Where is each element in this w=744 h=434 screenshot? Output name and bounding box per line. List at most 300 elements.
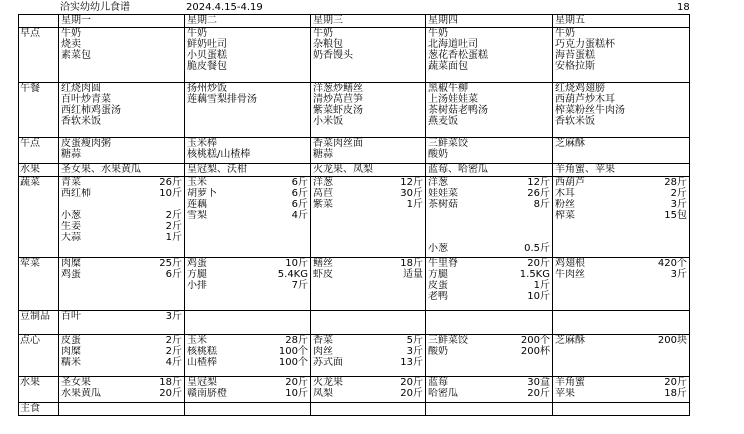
ingredient-name: 紫菜 <box>313 199 333 210</box>
ingredient-quantity: 6斤 <box>291 188 308 199</box>
dish: 洋葱炒鳝丝 <box>313 83 363 94</box>
ingredient-cell <box>311 258 426 311</box>
ingredient-quantity: 10斤 <box>285 258 308 269</box>
ingredient-cell <box>426 403 553 416</box>
ingredient-line <box>428 221 550 232</box>
ingredient-quantity: 100个 <box>278 346 308 357</box>
row-label: 水果 <box>19 164 59 177</box>
ingredient-quantity: 18斤 <box>400 258 423 269</box>
ingredient-name: 方腿 <box>428 269 448 280</box>
ingredient-line <box>61 311 182 322</box>
ingredient-line <box>61 388 182 399</box>
ingredient-quantity <box>548 210 550 221</box>
ingredient-quantity: 25斤 <box>159 258 182 269</box>
dish: 鲜奶吐司 <box>187 39 227 50</box>
ingredient-name: 火龙果 <box>313 377 343 388</box>
menu-cell <box>553 28 690 83</box>
ingredient-quantity: 7斤 <box>291 280 308 291</box>
dish: 香软米饭 <box>555 116 595 127</box>
dish: 糖蒜 <box>313 149 333 160</box>
day-header: 星期五 <box>553 15 690 28</box>
dish: 奶香馒头 <box>313 50 353 61</box>
ingredient-line <box>428 291 550 302</box>
ingredient-quantity: 13斤 <box>400 357 423 368</box>
ingredient-name: 茶树菇 <box>428 199 458 210</box>
ingredient-line <box>187 177 308 188</box>
ingredient-name: 洋葱 <box>428 177 448 188</box>
row-label: 主食 <box>19 403 59 416</box>
ingredient-line <box>313 335 423 346</box>
ingredient-name: 莴苣 <box>313 188 333 199</box>
ingredient-quantity: 18斤 <box>664 388 687 399</box>
ingredient-quantity: 1斤 <box>165 232 182 243</box>
ingredient-name: 肉糜 <box>61 258 81 269</box>
ingredient-line <box>187 258 308 269</box>
menu-cell: 火龙果、凤梨 <box>311 164 426 177</box>
ingredient-name: 小葱 <box>61 210 81 221</box>
ingredient-name: 三鲜菜饺 <box>428 335 468 346</box>
ingredient-name: 赣南脐橙 <box>187 388 227 399</box>
ingredient-name: 玉米 <box>187 177 207 188</box>
ingredient-name: 香菜 <box>313 335 333 346</box>
ingredient-quantity: 5斤 <box>406 335 423 346</box>
dish: 皮蛋瘦肉粥 <box>61 138 111 149</box>
menu-cell: 圣女果、水果黄瓜 <box>59 164 185 177</box>
ingredient-line <box>428 232 550 243</box>
ingredient-line <box>187 269 308 280</box>
dish: 榨菜粉丝牛肉汤 <box>555 105 625 116</box>
ingredient-name: 水果黄瓜 <box>61 388 101 399</box>
ingredient-line <box>428 188 550 199</box>
row-vegetables <box>19 177 690 258</box>
ingredient-name: 鸡蛋 <box>61 269 81 280</box>
ingredient-quantity: 10斤 <box>527 291 550 302</box>
dish: 小贝蛋糕 <box>187 50 227 61</box>
ingredient-name: 粉丝 <box>555 199 575 210</box>
ingredient-line <box>313 377 423 388</box>
ingredient-line <box>187 346 308 357</box>
ingredient-name: 洋葱 <box>313 177 333 188</box>
ingredient-cell <box>59 311 185 335</box>
dish: 酸奶 <box>428 149 448 160</box>
ingredient-name: 西红柿 <box>61 188 91 199</box>
menu-table <box>18 14 690 416</box>
ingredient-cell <box>59 258 185 311</box>
ingredient-name: 大蒜 <box>61 232 81 243</box>
ingredient-cell <box>553 377 690 403</box>
ingredient-cell <box>311 335 426 377</box>
ingredient-name: 核桃糕 <box>187 346 217 357</box>
ingredient-cell <box>59 177 185 258</box>
ingredient-line <box>555 377 687 388</box>
ingredient-name <box>61 199 180 210</box>
ingredient-line <box>187 357 308 368</box>
ingredient-line <box>61 210 182 221</box>
row-fruit-items <box>19 377 690 403</box>
ingredient-line <box>187 199 308 210</box>
ingredient-cell <box>59 377 185 403</box>
ingredient-line <box>61 377 182 388</box>
dish: 牛奶 <box>187 28 207 39</box>
ingredient-line <box>555 199 687 210</box>
ingredient-line <box>187 188 308 199</box>
row-soy <box>19 311 690 335</box>
ingredient-quantity: 6斤 <box>291 177 308 188</box>
ingredient-quantity: 30斤 <box>400 188 423 199</box>
ingredient-cell <box>426 258 553 311</box>
menu-cell <box>311 83 426 138</box>
ingredient-name: 哈密瓜 <box>428 388 458 399</box>
ingredient-cell <box>185 377 311 403</box>
ingredient-quantity: 1斤 <box>406 199 423 210</box>
ingredient-cell <box>59 403 185 416</box>
ingredient-name: 雪梨 <box>187 210 207 221</box>
ingredient-name: 芝麻酥 <box>555 335 585 346</box>
dish: 三鲜菜饺 <box>428 138 468 149</box>
ingredient-quantity: 6斤 <box>165 269 182 280</box>
dish: 西葫芦炒木耳 <box>555 94 615 105</box>
dish: 巧克力蛋糕杯 <box>555 39 615 50</box>
row-breakfast <box>19 28 690 83</box>
ingredient-cell <box>185 311 311 335</box>
page-number: 18 <box>677 2 690 13</box>
ingredient-quantity: 100个 <box>278 357 308 368</box>
dish: 牛奶 <box>428 28 448 39</box>
ingredient-cell <box>185 258 311 311</box>
dish: 烧卖 <box>61 39 81 50</box>
ingredient-line <box>555 258 687 269</box>
ingredient-name: 方腿 <box>187 269 207 280</box>
ingredient-quantity: 5.4KG <box>277 269 308 280</box>
ingredient-name: 生姜 <box>61 221 81 232</box>
row-label: 早点 <box>19 28 59 83</box>
menu-cell <box>553 138 690 164</box>
ingredient-name: 莲藕 <box>187 199 207 210</box>
ingredient-name: 皮蛋 <box>428 280 448 291</box>
ingredient-line <box>428 335 550 346</box>
dish: 脆皮餐包 <box>187 61 227 72</box>
day-header-row <box>19 15 690 28</box>
ingredient-cell <box>311 403 426 416</box>
menu-cell <box>426 83 553 138</box>
ingredient-line <box>428 377 550 388</box>
ingredient-name: 鸡蛋 <box>187 258 207 269</box>
dish: 燕麦饭 <box>428 116 458 127</box>
ingredient-name: 苏式面 <box>313 357 343 368</box>
row-snack-items <box>19 335 690 377</box>
dish: 牛奶 <box>61 28 81 39</box>
dish: 香软米饭 <box>61 116 101 127</box>
ingredient-line <box>428 280 550 291</box>
ingredient-quantity: 2斤 <box>165 210 182 221</box>
day-header: 星期一 <box>59 15 185 28</box>
ingredient-cell <box>311 377 426 403</box>
ingredient-cell <box>185 335 311 377</box>
ingredient-quantity: 适量 <box>403 269 423 280</box>
ingredient-line <box>187 335 308 346</box>
ingredient-name: 老鸭 <box>428 291 448 302</box>
dish: 蔬菜面包 <box>428 61 468 72</box>
ingredient-quantity: 420个 <box>657 258 687 269</box>
ingredient-cell <box>185 403 311 416</box>
ingredient-quantity: 200块 <box>657 335 687 346</box>
dish: 小米饭 <box>313 116 343 127</box>
dish: 百叶炒青菜 <box>61 94 111 105</box>
ingredient-cell <box>553 403 690 416</box>
day-header: 星期四 <box>426 15 553 28</box>
dish: 葱花香松蛋糕 <box>428 50 488 61</box>
dish: 紫菜虾皮汤 <box>313 105 363 116</box>
ingredient-quantity: 20斤 <box>664 377 687 388</box>
dish: 牛奶 <box>555 28 575 39</box>
ingredient-quantity: 6斤 <box>291 199 308 210</box>
ingredient-line <box>313 258 423 269</box>
day-header: 星期二 <box>185 15 311 28</box>
ingredient-line <box>61 357 182 368</box>
menu-cell <box>426 28 553 83</box>
dish: 芝麻酥 <box>555 138 585 149</box>
row-lunch <box>19 83 690 138</box>
ingredient-line <box>313 269 423 280</box>
ingredient-cell <box>59 335 185 377</box>
ingredient-name: 羊角蜜 <box>555 377 585 388</box>
corner-cell <box>19 15 59 28</box>
ingredient-quantity: 2斤 <box>165 221 182 232</box>
ingredient-line <box>555 269 687 280</box>
dish: 香菜肉丝面 <box>313 138 363 149</box>
ingredient-cell <box>426 177 553 258</box>
ingredient-cell <box>426 311 553 335</box>
dish: 上汤娃娃菜 <box>428 94 478 105</box>
ingredient-line <box>428 269 550 280</box>
ingredient-cell <box>553 177 690 258</box>
ingredient-quantity: 1斤 <box>533 280 550 291</box>
menu-cell <box>311 28 426 83</box>
menu-cell <box>426 138 553 164</box>
row-fruit <box>19 164 690 177</box>
ingredient-name: 青菜 <box>61 177 81 188</box>
ingredient-quantity: 18斤 <box>159 377 182 388</box>
ingredient-quantity: 4斤 <box>165 357 182 368</box>
ingredient-name: 酸奶 <box>428 346 448 357</box>
ingredient-line <box>313 346 423 357</box>
ingredient-line <box>61 335 182 346</box>
ingredient-quantity: 12斤 <box>400 177 423 188</box>
ingredient-quantity: 30盒 <box>527 377 550 388</box>
ingredient-cell <box>553 311 690 335</box>
dish: 北海道吐司 <box>428 39 478 50</box>
ingredient-name: 皮蛋 <box>61 335 81 346</box>
dish: 莲藕雪梨排骨汤 <box>187 94 257 105</box>
ingredient-name: 皇冠梨 <box>187 377 217 388</box>
ingredient-name <box>428 232 548 243</box>
ingredient-line <box>428 243 550 254</box>
menu-cell <box>185 83 311 138</box>
dish: 黑椒牛柳 <box>428 83 468 94</box>
row-label: 豆制品 <box>19 311 59 335</box>
ingredient-name: 虾皮 <box>313 269 333 280</box>
ingredient-quantity: 3斤 <box>406 346 423 357</box>
dish: 清炒莴苣笋 <box>313 94 363 105</box>
ingredient-line <box>61 258 182 269</box>
ingredient-cell <box>426 335 553 377</box>
ingredient-quantity: 3斤 <box>670 269 687 280</box>
ingredient-name: 娃娃菜 <box>428 188 458 199</box>
ingredient-quantity: 20斤 <box>159 388 182 399</box>
day-header: 星期三 <box>311 15 426 28</box>
menu-cell: 蓝莓、哈密瓜 <box>426 164 553 177</box>
ingredient-name: 小葱 <box>428 243 448 254</box>
ingredient-name: 苹果 <box>555 388 575 399</box>
ingredient-line <box>428 346 550 357</box>
row-meat <box>19 258 690 311</box>
ingredient-quantity: 1.5KG <box>519 269 550 280</box>
dish: 红烧鸡翅膀 <box>555 83 605 94</box>
ingredient-line <box>313 188 423 199</box>
ingredient-cell <box>426 377 553 403</box>
ingredient-name: 木耳 <box>555 188 575 199</box>
ingredient-name: 糯米 <box>61 357 81 368</box>
ingredient-name: 圣女果 <box>61 377 91 388</box>
ingredient-name: 肉糜 <box>61 346 81 357</box>
ingredient-name: 鸡翅根 <box>555 258 585 269</box>
ingredient-line <box>313 388 423 399</box>
ingredient-quantity <box>548 221 550 232</box>
dish: 杂粮包 <box>313 39 343 50</box>
ingredient-line <box>187 210 308 221</box>
dish: 安格拉斯 <box>555 61 595 72</box>
dish: 牛奶 <box>313 28 333 39</box>
menu-cell <box>185 28 311 83</box>
menu-cell: 羊角蜜、苹果 <box>553 164 690 177</box>
ingredient-line <box>61 346 182 357</box>
ingredient-line <box>555 210 687 221</box>
ingredient-name: 小排 <box>187 280 207 291</box>
ingredient-name: 山楂棒 <box>187 357 217 368</box>
ingredient-name: 西葫芦 <box>555 177 585 188</box>
row-label: 午餐 <box>19 83 59 138</box>
menu-cell <box>185 138 311 164</box>
ingredient-cell <box>553 335 690 377</box>
ingredient-name: 胡萝卜 <box>187 188 217 199</box>
row-label: 点心 <box>19 335 59 377</box>
row-label: 水果 <box>19 377 59 403</box>
ingredient-name: 蓝莓 <box>428 377 448 388</box>
ingredient-line <box>428 388 550 399</box>
ingredient-name: 牛肉丝 <box>555 269 585 280</box>
ingredient-line <box>428 199 550 210</box>
ingredient-quantity: 3斤 <box>165 311 182 322</box>
ingredient-name <box>428 210 548 221</box>
ingredient-quantity: 4斤 <box>291 210 308 221</box>
dish: 海苔蛋糕 <box>555 50 595 61</box>
ingredient-line <box>428 258 550 269</box>
ingredient-quantity: 28斤 <box>664 177 687 188</box>
menu-cell <box>59 28 185 83</box>
ingredient-line <box>187 377 308 388</box>
ingredient-line <box>313 199 423 210</box>
ingredient-line <box>61 188 182 199</box>
ingredient-cell <box>311 311 426 335</box>
ingredient-quantity: 28斤 <box>285 335 308 346</box>
row-label: 午点 <box>19 138 59 164</box>
ingredient-quantity: 200杯 <box>520 346 550 357</box>
ingredient-name: 榨菜 <box>555 210 575 221</box>
row-staple <box>19 403 690 416</box>
ingredient-quantity: 26斤 <box>159 177 182 188</box>
ingredient-name <box>428 221 548 232</box>
menu-cell <box>59 83 185 138</box>
ingredient-line <box>187 280 308 291</box>
ingredient-quantity: 20斤 <box>400 377 423 388</box>
ingredient-quantity: 20斤 <box>527 258 550 269</box>
ingredient-name: 肉丝 <box>313 346 333 357</box>
ingredient-quantity: 20斤 <box>527 388 550 399</box>
ingredient-quantity: 12斤 <box>527 177 550 188</box>
row-snack <box>19 138 690 164</box>
row-label: 蔬菜 <box>19 177 59 258</box>
ingredient-cell <box>553 258 690 311</box>
date-range: 2024.4.15-4.19 <box>186 2 263 13</box>
ingredient-line <box>428 210 550 221</box>
ingredient-name: 玉米 <box>187 335 207 346</box>
ingredient-line <box>61 199 182 210</box>
ingredient-cell <box>185 177 311 258</box>
ingredient-line <box>428 177 550 188</box>
dish: 素菜包 <box>61 50 91 61</box>
ingredient-quantity: 0.5斤 <box>524 243 550 254</box>
menu-cell <box>311 138 426 164</box>
dish: 西红柿鸡蛋汤 <box>61 105 121 116</box>
row-label: 荤菜 <box>19 258 59 311</box>
ingredient-line <box>555 177 687 188</box>
dish: 扬州炒饭 <box>187 83 227 94</box>
ingredient-line <box>61 221 182 232</box>
ingredient-quantity: 2斤 <box>165 346 182 357</box>
ingredient-quantity <box>180 199 182 210</box>
ingredient-quantity: 3斤 <box>670 199 687 210</box>
dish: 核桃糕/山楂棒 <box>187 149 251 160</box>
ingredient-line <box>61 269 182 280</box>
ingredient-name: 鳝丝 <box>313 258 333 269</box>
ingredient-name: 凤梨 <box>313 388 333 399</box>
ingredient-line <box>555 188 687 199</box>
ingredient-line <box>313 357 423 368</box>
ingredient-quantity: 20斤 <box>285 377 308 388</box>
ingredient-line <box>313 177 423 188</box>
ingredient-quantity: 26斤 <box>527 188 550 199</box>
ingredient-quantity: 20斤 <box>400 388 423 399</box>
ingredient-quantity: 10斤 <box>159 188 182 199</box>
ingredient-quantity: 200个 <box>520 335 550 346</box>
dish: 玉米棒 <box>187 138 217 149</box>
ingredient-cell <box>311 177 426 258</box>
ingredient-line <box>555 388 687 399</box>
ingredient-quantity: 2斤 <box>670 188 687 199</box>
dish: 红烧肉圆 <box>61 83 101 94</box>
ingredient-quantity: 2斤 <box>165 335 182 346</box>
dish: 糖蒜 <box>61 149 81 160</box>
ingredient-quantity <box>548 232 550 243</box>
school-title: 洽实幼幼儿食谱 <box>60 2 130 13</box>
ingredient-quantity: 10斤 <box>285 388 308 399</box>
dish: 茶树菇老鸭汤 <box>428 105 488 116</box>
ingredient-line <box>61 177 182 188</box>
menu-cell <box>553 83 690 138</box>
menu-cell: 皇冠梨、沃柑 <box>185 164 311 177</box>
ingredient-line <box>187 388 308 399</box>
ingredient-quantity: 8斤 <box>533 199 550 210</box>
